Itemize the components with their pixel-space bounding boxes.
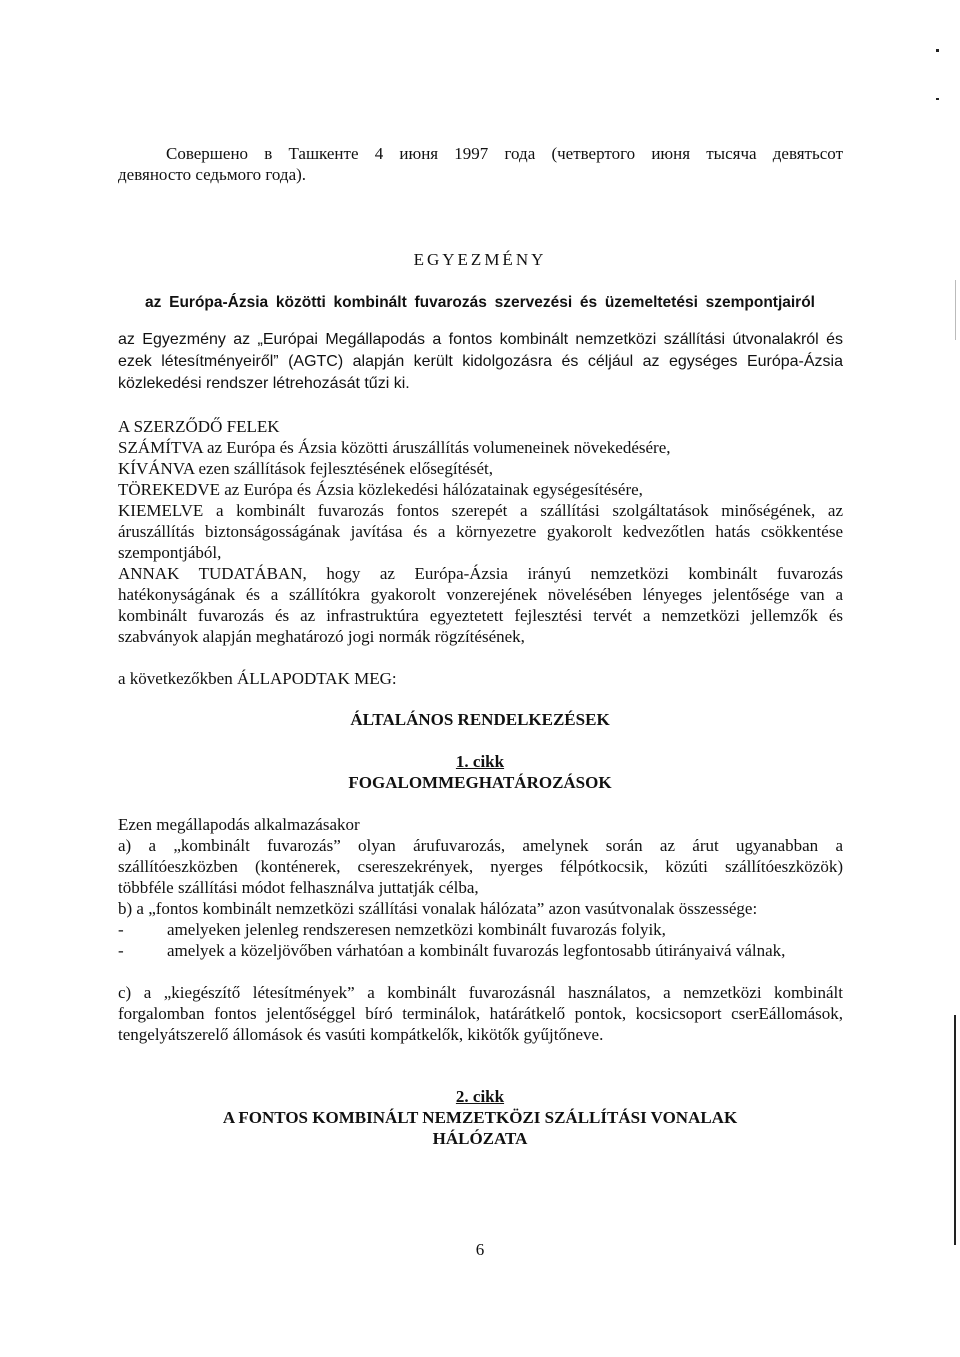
scan-edge-line (955, 280, 956, 340)
definition-c-line: forgalomban fontos jelentőséggel bíró terminálok, határátkelő pontok, kocsicsoport cserEállomások, (118, 1004, 843, 1023)
parties-heading: A SZERZŐDŐ FELEK (118, 417, 280, 436)
parties-line: ANNAK TUDATÁBAN, hogy az Európa-Ázsia irányú nemzetközi kombinált fuvarozás (118, 564, 843, 583)
page-number: 6 (475, 1240, 485, 1259)
definition-c-line: tengelyátszerelő állomások és vasúti kompátkelők, kikötők gyűjtőneve. (118, 1025, 604, 1044)
intro-line-3: közlekedési rendszer létrehozását tűzi ki. (118, 375, 410, 392)
parties-line: szempontjából, (118, 543, 222, 562)
intro-line-1: az Egyezmény az „Európai Megállapodás a fontos kombinált nemzetközi szállítási útvonalakról és (118, 331, 843, 348)
parties-line: áruszállítás biztonságosságának javítása és a környezetre gyakorolt kedvezőtlen hatás csökkentése (118, 522, 843, 541)
article-1-number: 1. cikk (455, 752, 505, 771)
parties-line: SZÁMÍTVA az Európa és Ázsia közötti áruszállítás volumeneinek növekedésére, (118, 438, 671, 457)
scan-mark (936, 98, 939, 100)
definition-c-line: c) a „kiegészítő létesítmények” a kombinált fuvarozásnál használatos, a nemzetközi kombinált (118, 983, 843, 1002)
article-1-title: FOGALOMMEGHATÁROZÁSOK (348, 773, 612, 792)
bullet-dash: - (118, 920, 124, 939)
document-subtitle: az Európa-Ázsia közötti kombinált fuvarozás szervezési és üzemeltetési szempontjairól (145, 294, 815, 311)
parties-line: hatékonyságának és a szállítókra gyakorolt vonzerejének növelésében lényeges jelentősége van a (118, 585, 843, 604)
parties-line: TÖREKEDVE az Európa és Ázsia közlekedési hálózatainak egységesítésére, (118, 480, 643, 499)
scan-mark (936, 49, 939, 52)
definition-b-item: amelyeken jelenleg rendszeresen nemzetközi kombinált fuvarozás folyik, (167, 920, 666, 939)
russian-closing-line-1: Совершено в Ташкенте 4 июня 1997 года (четвертого июня тысяча девятьсот (166, 144, 843, 163)
article-1-lead: Ezen megállapodás alkalmazásakor (118, 815, 360, 834)
definition-a-line: többféle szállítási módot felhasználva juttatják célba, (118, 878, 479, 897)
parties-line: szabványok alapján meghatározó jogi normák rögzítésének, (118, 627, 525, 646)
parties-line: KÍVÁNVA ezen szállítások fejlesztésének elősegítését, (118, 459, 493, 478)
definition-b-item: amelyek a közeljövőben várhatóan a kombinált fuvarozás legfontosabb útirányaivá válnak, (167, 941, 786, 960)
definition-a-line: a) a „kombinált fuvarozás” olyan árufuvarozás, amelynek során az árut ugyanabban a (118, 836, 843, 855)
document-title: EGYEZMÉNY (413, 250, 547, 269)
parties-line: kombinált fuvarozás és az infrastruktúra egyeztetett fejlesztési tervét a nemzetközi jellemzők és (118, 606, 843, 625)
agreed-line: a következőkben ÁLLAPODTAK MEG: (118, 669, 397, 688)
definition-a-line: szállítóeszközben (konténerek, csereszekrények, nyerges félpótkocsik, közúti szállítóeszközök) (118, 857, 843, 876)
parties-line: KIEMELVE a kombinált fuvarozás fontos szerepét a szállítási szolgáltatások minőségének, az (118, 501, 843, 520)
russian-closing-line-2: девяносто седьмого года). (118, 165, 307, 184)
bullet-dash: - (118, 941, 124, 960)
intro-line-2: ezek létesítményeiről” (AGTC) alapján került kidolgozásra és céljául az egységes Európa-Ázsia (118, 353, 843, 370)
article-2-title-line-2: HÁLÓZATA (432, 1129, 528, 1148)
general-provisions-heading: ÁLTALÁNOS RENDELKEZÉSEK (350, 710, 610, 729)
article-2-number: 2. cikk (455, 1087, 505, 1106)
article-2-title-line-1: A FONTOS KOMBINÁLT NEMZETKÖZI SZÁLLÍTÁSI VONALAK (222, 1108, 738, 1127)
definition-b-line: b) a „fontos kombinált nemzetközi szállítási vonalak hálózata” azon vasútvonalak összessége: (118, 899, 758, 918)
